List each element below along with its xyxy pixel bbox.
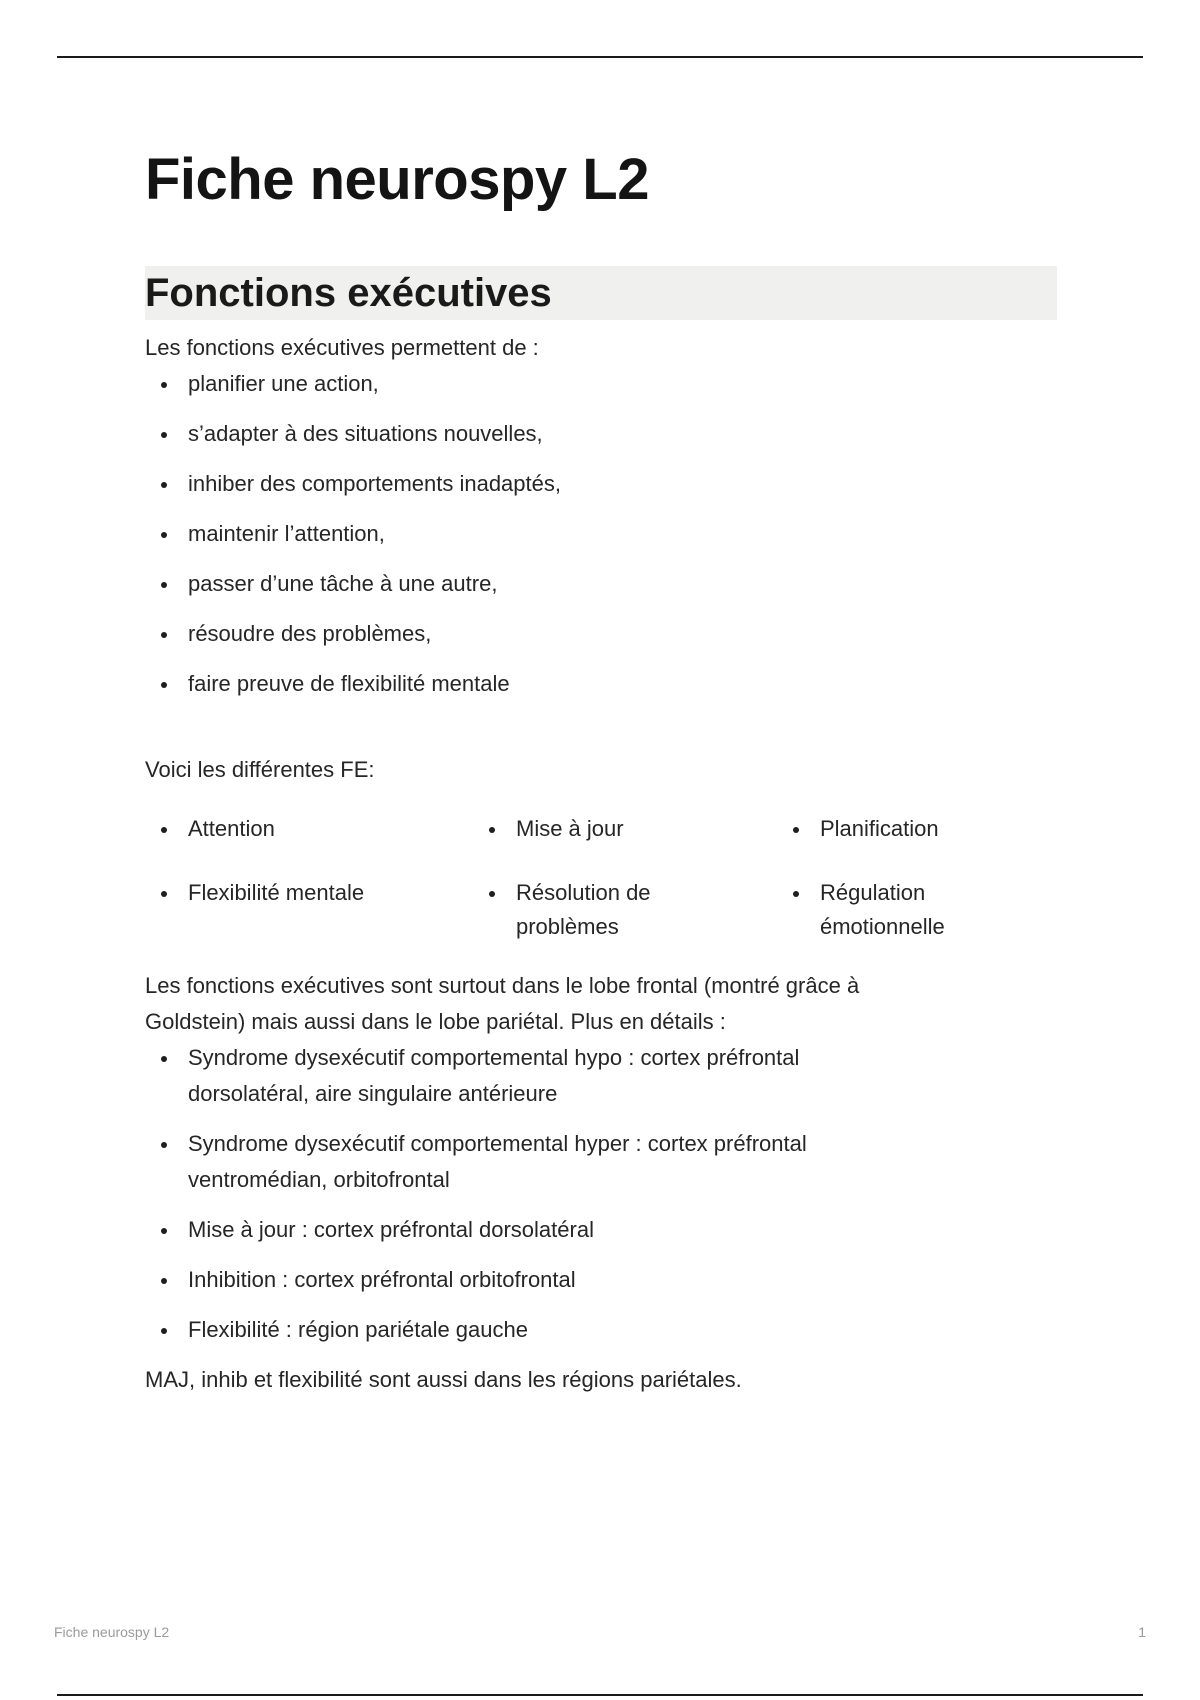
list-item bbox=[145, 1312, 1057, 1348]
list-item-line: dorsolatéral, aire singulaire antérieure bbox=[188, 1081, 558, 1106]
list-item: résoudre des problèmes, bbox=[145, 616, 1057, 652]
list-item-line: ventromédian, orbitofrontal bbox=[188, 1167, 450, 1192]
list-item bbox=[145, 1126, 1057, 1198]
fe-item bbox=[473, 876, 777, 944]
fe-item-line: Mise à jour bbox=[516, 816, 624, 841]
list-item: s’adapter à des situations nouvelles, bbox=[145, 416, 1057, 452]
list-item bbox=[145, 1040, 1057, 1112]
list-item-line: Syndrome dysexécutif comportemental hypo : cortex préfrontal bbox=[188, 1045, 800, 1070]
list-item-line: Flexibilité : région pariétale gauche bbox=[188, 1317, 528, 1342]
lobe-paragraph bbox=[145, 968, 1057, 1040]
fe-item bbox=[777, 812, 1057, 846]
intro-paragraph: Les fonctions exécutives permettent de : bbox=[145, 335, 539, 360]
fe-item-line: Attention bbox=[188, 816, 275, 841]
list-item-line: Inhibition : cortex préfrontal orbitofrontal bbox=[188, 1267, 576, 1292]
fe-item-line: Régulation bbox=[820, 880, 926, 905]
document-title: Fiche neurospy L2 bbox=[145, 147, 649, 212]
fe-item bbox=[777, 876, 1057, 944]
list-item: inhiber des comportements inadaptés, bbox=[145, 466, 1057, 502]
footer-title: Fiche neurospy L2 bbox=[54, 1624, 170, 1640]
conclusion-paragraph: MAJ, inhib et flexibilité sont aussi dans les régions pariétales. bbox=[145, 1367, 742, 1392]
page-content bbox=[145, 140, 1057, 1398]
fe-item-line: problèmes bbox=[516, 914, 619, 939]
list-item: planifier une action, bbox=[145, 366, 1057, 402]
abilities-list bbox=[145, 366, 1057, 702]
list-item-line: Mise à jour : cortex préfrontal dorsolatéral bbox=[188, 1217, 594, 1242]
list-item-line: Syndrome dysexécutif comportemental hyper : cortex préfrontal bbox=[188, 1131, 807, 1156]
fe-item-line: Résolution de bbox=[516, 880, 651, 905]
list-item: maintenir l’attention, bbox=[145, 516, 1057, 552]
list-item: faire preuve de flexibilité mentale bbox=[145, 666, 1057, 702]
lobe-paragraph-line: Goldstein) mais aussi dans le lobe pariétal. Plus en détails : bbox=[145, 1009, 726, 1034]
fe-intro-paragraph: Voici les différentes FE: bbox=[145, 757, 375, 782]
fe-item-line: Flexibilité mentale bbox=[188, 880, 365, 905]
list-item bbox=[145, 1212, 1057, 1248]
section-heading: Fonctions exécutives bbox=[145, 266, 1057, 320]
fe-item-line: Planification bbox=[820, 816, 939, 841]
lobe-paragraph-line: Les fonctions exécutives sont surtout dans le lobe frontal (montré grâce à bbox=[145, 973, 860, 998]
fe-item bbox=[473, 812, 777, 846]
fe-grid bbox=[145, 812, 1057, 944]
list-item: passer d’une tâche à une autre, bbox=[145, 566, 1057, 602]
top-rule bbox=[57, 56, 1143, 58]
footer-page-number: 1 bbox=[1138, 1624, 1146, 1640]
regions-list bbox=[145, 1040, 1057, 1348]
fe-item-line: émotionnelle bbox=[820, 914, 945, 939]
fe-item bbox=[145, 812, 473, 846]
bottom-rule bbox=[57, 1694, 1143, 1696]
list-item bbox=[145, 1262, 1057, 1298]
fe-item bbox=[145, 876, 473, 944]
